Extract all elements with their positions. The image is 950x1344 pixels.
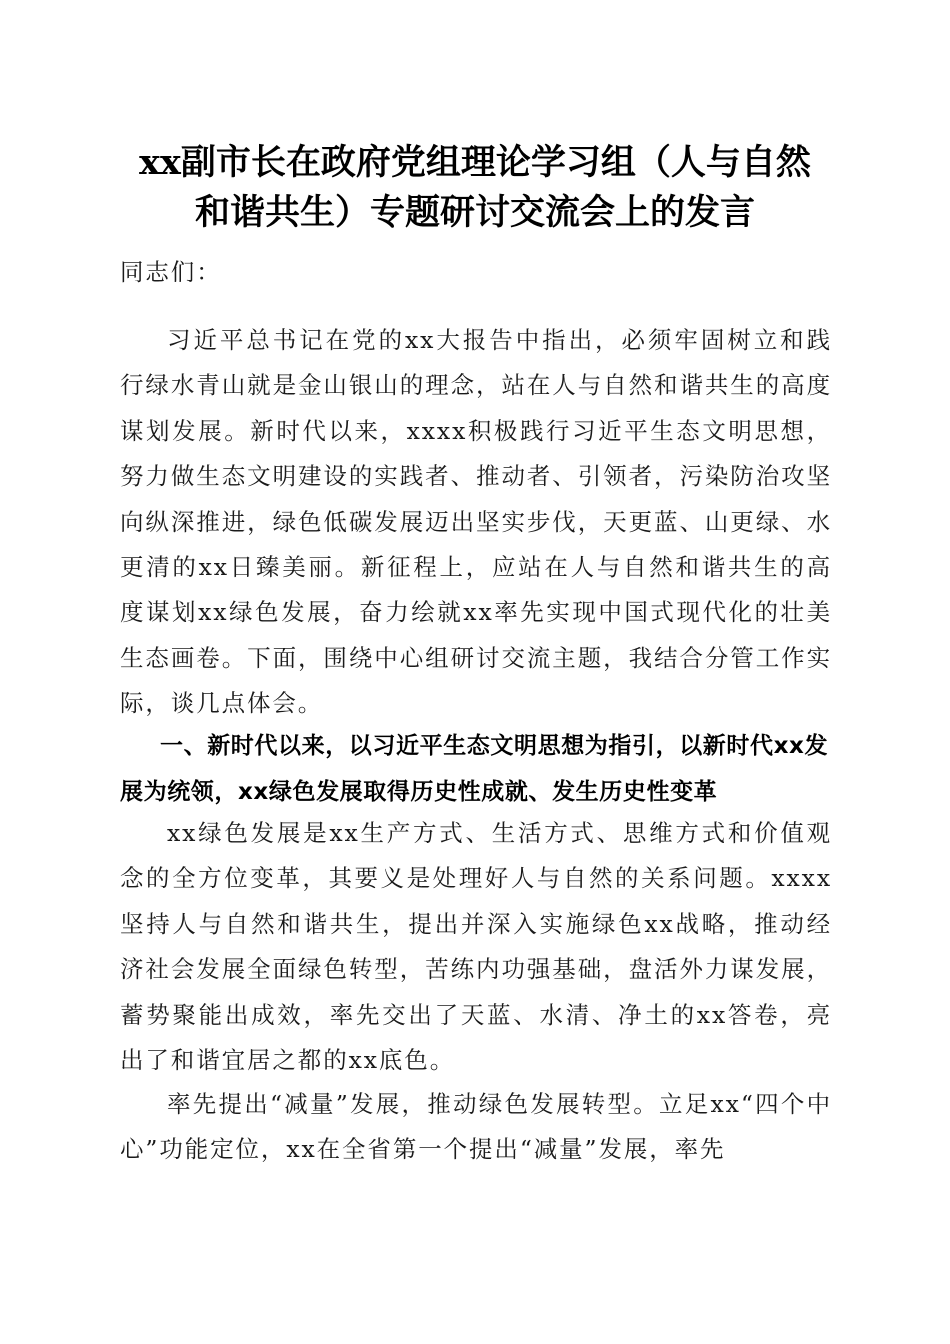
- paragraph-text: xx绿色发展是xx生产方式、生活方式、思维方式和价值观念的全方位变革，其要义是处理好人与自然的关系问题。xxxx坚持人与自然和谐共生，提出并深入实施绿色xx战略，推动经济社会发展全面绿色转型，苦练内功强基础，盘活外力谋发展，蓄势聚能出成效，率先交出了天蓝、水清、净土的xx答卷，亮出了和谐宜居之都的xx底色。: [120, 819, 832, 1075]
- section-heading-text: 一、新时代以来，以习近平生态文明思想为指引，以新时代xx发展为统领，xx绿色发展取得历史性成就、发生历史性变革: [120, 733, 829, 805]
- paragraph-text: 率先提出“减量”发展，推动绿色发展转型。立足xx“四个中心”功能定位，xx在全省第一个提出“减量”发展，率先: [120, 1090, 832, 1164]
- section-heading-1: [120, 723, 832, 815]
- paragraph-text: 习近平总书记在党的xx大报告中指出，必须牢固树立和践行绿水青山就是金山银山的理念，站在人与自然和谐共生的高度谋划发展。新时代以来，xxxx积极践行习近平生态文明思想，努力做生态文明建设的实践者、推动者、引领者，污染防治攻坚向纵深推进，绿色低碳发展迈出坚实步伐，天更蓝、山更绿、水更清的xx日臻美丽。新征程上，应站在人与自然和谐共生的高度谋划xx绿色发展，奋力绘就xx率先实现中国式现代化的壮美生态画卷。下面，围绕中心组研讨交流主题，我结合分管工作实际，谈几点体会。: [120, 326, 832, 718]
- paragraph-intro: [120, 318, 832, 727]
- salutation: 同志们：: [120, 258, 222, 286]
- document-title: [120, 138, 830, 238]
- paragraph-reduction: [120, 1082, 832, 1173]
- title-line-1: xx副市长在政府党组理论学习组（人与自然: [139, 142, 811, 183]
- title-line-2: 和谐共生）专题研讨交流会上的发言: [194, 192, 755, 233]
- paragraph-section-1: [120, 811, 832, 1083]
